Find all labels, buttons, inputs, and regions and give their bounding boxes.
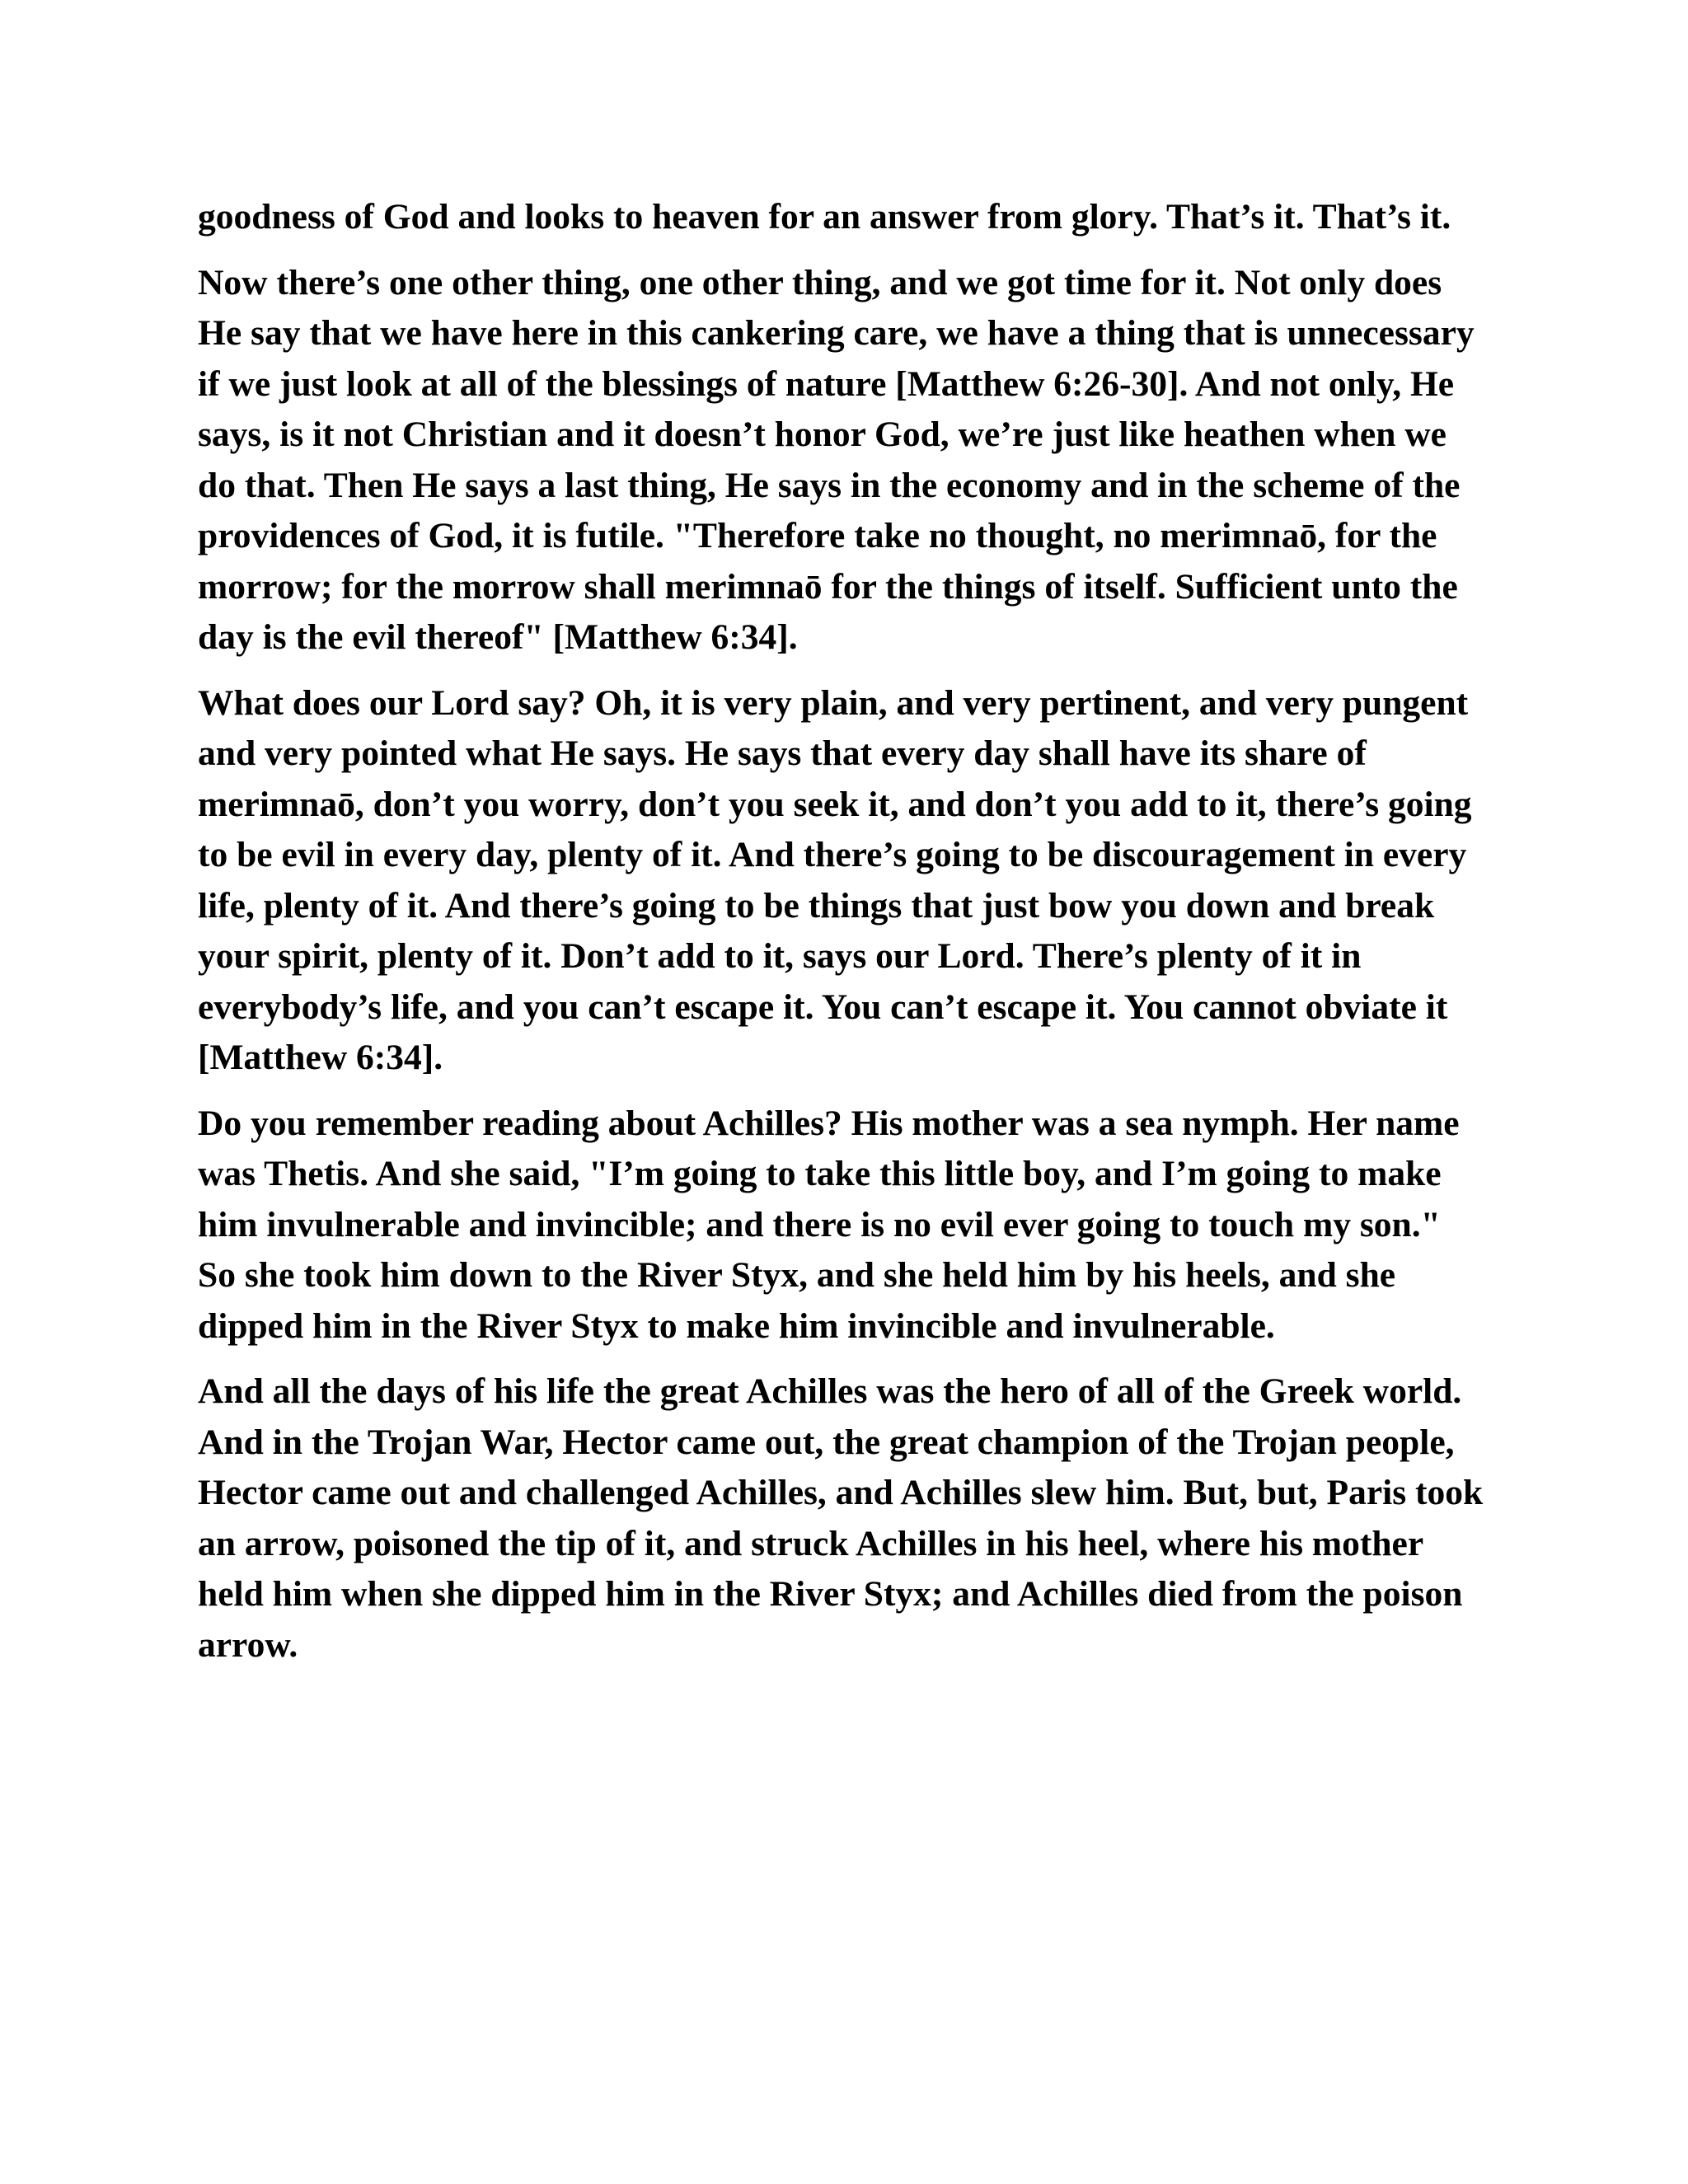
paragraph-3: What does our Lord say? Oh, it is very plain, and very pertinent, and very pungent and very pointed what He says. He says that every day shall have its share of merimnaō, don’t you worry, don’t you seek it, and don’t you add to it, there’s going to be evil in every day, plenty of it. And there’s going to be discouragement in every life, plenty of it. And there’s going to be things that just bow you down and break your spirit, plenty of it. Don’t add to it, says our Lord. There’s plenty of it in everybody’s life, and you can’t escape it. You can’t escape it. You cannot obviate it [Matthew 6:34]. bbox=[198, 682, 1472, 1077]
paragraph-2: Now there’s one other thing, one other thing, and we got time for it. Not only does He say that we have here in this cankering care, we have a thing that is unnecessary if we just look at all of the blessings of nature [Matthew 6:26-30]. And not only, He says, is it not Christian and it doesn’t honor God, we’re just like heathen when we do that. Then He says a last thing, He says in the economy and in the scheme of the providences of God, it is futile. "Therefore take no thought, no merimnaō, for the morrow; for the morrow shall merimnaō for the things of itself. Sufficient unto the day is the evil thereof" [Matthew 6:34]. bbox=[198, 262, 1475, 657]
paragraph-5: And all the days of his life the great Achilles was the hero of all of the Greek world. And in the Trojan War, Hector came out, the great champion of the Trojan people, Hector came out and challenged Achilles, and Achilles slew him. But, but, Paris took an arrow, poisoned the tip of it, and struck Achilles in his heel, where his mother held him when she dipped him in the River Styx; and Achilles died from the poison arrow. bbox=[198, 1371, 1484, 1665]
paragraph-1: goodness of God and looks to heaven for an answer from glory. That’s it. That’s it. bbox=[198, 197, 1451, 237]
body-text bbox=[198, 192, 1484, 1685]
paragraph-4: Do you remember reading about Achilles? His mother was a sea nymph. Her name was Thetis. And she said, "I’m going to take this little boy, and I’m going to make him invulnerable and invincible; and there is no evil ever going to touch my son." So she took him down to the River Styx, and she held him by his heels, and she dipped him in the River Styx to make him invincible and invulnerable. bbox=[198, 1103, 1460, 1346]
